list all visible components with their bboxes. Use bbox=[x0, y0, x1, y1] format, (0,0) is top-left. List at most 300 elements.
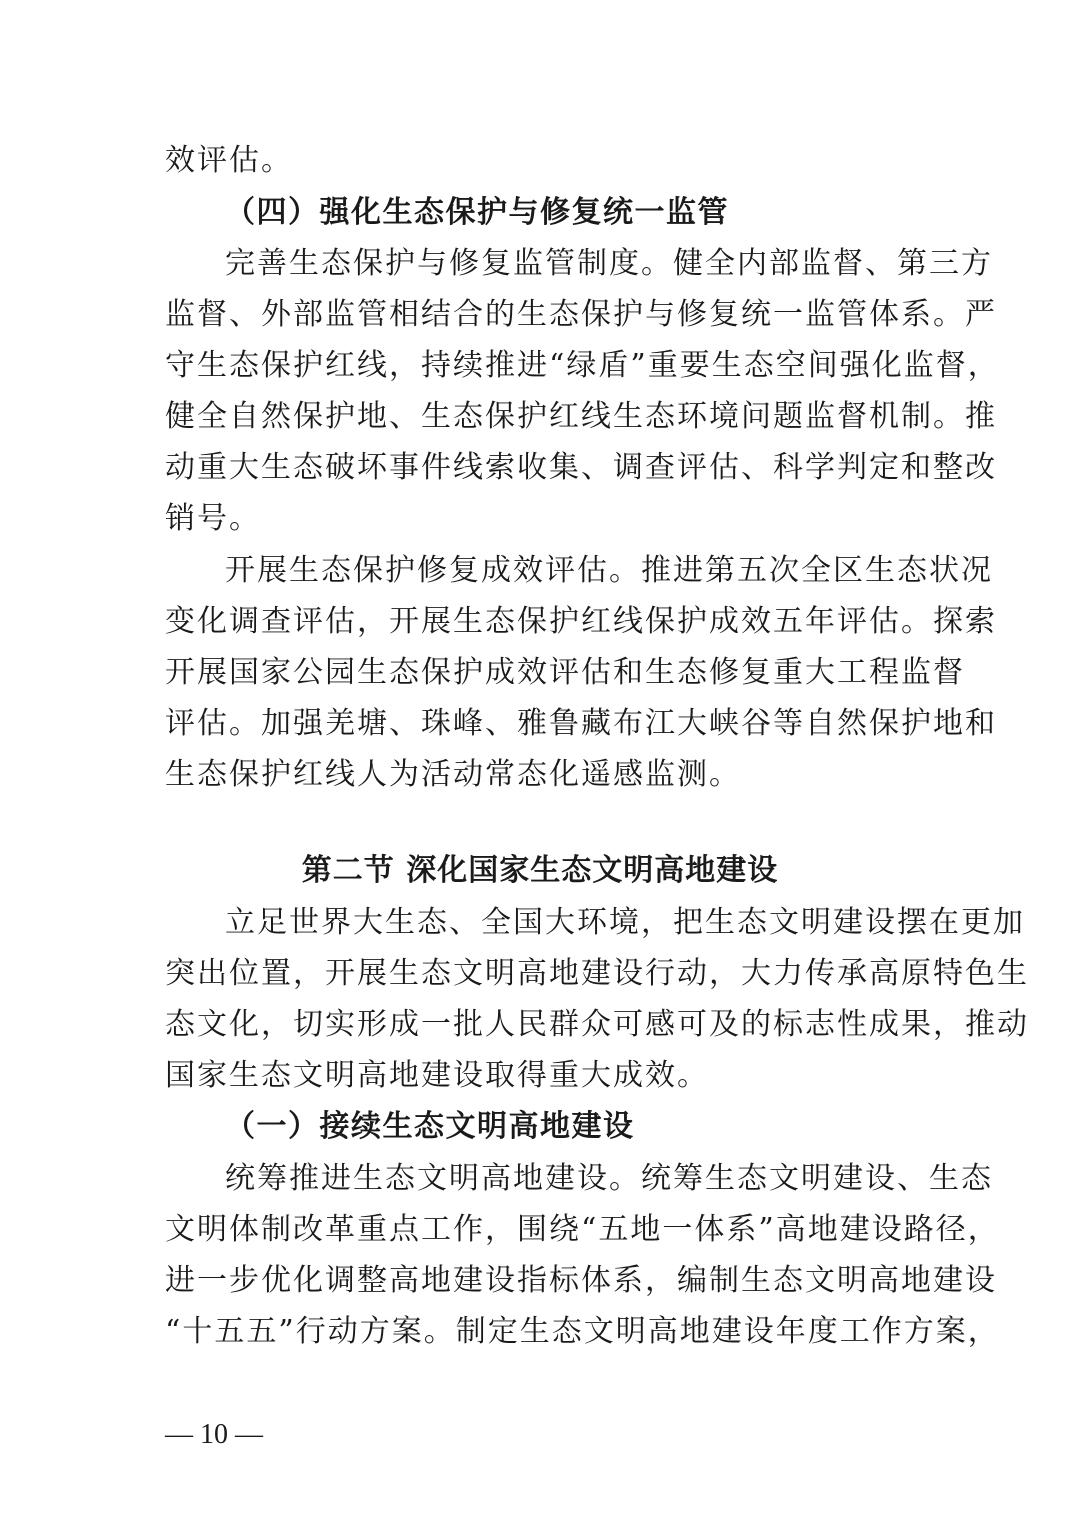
text-glyph: 效 bbox=[741, 604, 773, 639]
text-glyph: 生 bbox=[997, 956, 1029, 991]
text-glyph: 案 bbox=[935, 1314, 968, 1349]
text-glyph: 建 bbox=[545, 1161, 577, 1196]
text-glyph: 地 bbox=[901, 1263, 933, 1298]
text-glyph: 态 bbox=[389, 655, 421, 690]
text-glyph: 五 bbox=[598, 1212, 631, 1247]
text-glyph: 体 bbox=[869, 297, 901, 332]
text-glyph: 编 bbox=[677, 1263, 709, 1298]
text-glyph: 一 bbox=[662, 1212, 695, 1247]
text-glyph: 一 bbox=[421, 1007, 453, 1042]
text-glyph: 高 bbox=[481, 1161, 513, 1196]
text-glyph: 与 bbox=[645, 297, 677, 332]
text-glyph: 生 bbox=[613, 399, 645, 434]
text-glyph: 等 bbox=[773, 706, 805, 741]
text-glyph: 建 bbox=[839, 1212, 872, 1247]
text-glyph: 统 bbox=[741, 297, 773, 332]
text-glyph: 全 bbox=[705, 246, 737, 281]
text-glyph: 围 bbox=[517, 1212, 549, 1247]
text-glyph: 年 bbox=[775, 1314, 808, 1349]
text-glyph: 重 bbox=[357, 1212, 389, 1247]
text-glyph: 生 bbox=[357, 655, 389, 690]
text-glyph: 改 bbox=[293, 1212, 325, 1247]
text-glyph: 大 bbox=[229, 450, 261, 485]
text-glyph: 线 bbox=[453, 450, 485, 485]
text-glyph: 强 bbox=[293, 706, 325, 741]
text-glyph: 园 bbox=[325, 655, 357, 690]
text-glyph: 要 bbox=[679, 348, 712, 383]
text-glyph: 生 bbox=[385, 905, 417, 940]
subsection-heading-1: （一）接续生态文明高地建设 bbox=[225, 1109, 635, 1144]
text-glyph: 设 bbox=[743, 1314, 776, 1349]
text-glyph: 体 bbox=[581, 1263, 613, 1298]
text-glyph: 立 bbox=[225, 905, 257, 940]
text-glyph: 探 bbox=[933, 604, 965, 639]
text-glyph: 志 bbox=[805, 1007, 837, 1042]
text-glyph: 调 bbox=[613, 450, 645, 485]
text-glyph: 态 bbox=[645, 399, 677, 434]
text-glyph: 化 bbox=[229, 1007, 261, 1042]
text-glyph: 然 bbox=[261, 399, 293, 434]
text-glyph: 文 bbox=[805, 1263, 837, 1298]
text-glyph: 复 bbox=[741, 655, 773, 690]
text-glyph: 方 bbox=[359, 1314, 392, 1349]
text-glyph: 健 bbox=[673, 246, 705, 281]
text-glyph: 保 bbox=[421, 655, 453, 690]
paragraph-line: 生态保护红线人为活动常态化遥感监测。 bbox=[165, 757, 741, 792]
text-glyph: ， bbox=[967, 1212, 1000, 1247]
text-glyph: 外 bbox=[261, 297, 293, 332]
text-glyph: 境 bbox=[609, 905, 641, 940]
paragraph-line bbox=[165, 1005, 1029, 1045]
text-glyph: 文 bbox=[583, 1314, 616, 1349]
text-glyph: 步 bbox=[229, 1263, 261, 1298]
text-glyph: 机 bbox=[869, 399, 901, 434]
text-glyph: 修 bbox=[677, 297, 709, 332]
text-glyph: 成 bbox=[485, 655, 517, 690]
text-glyph: 藏 bbox=[581, 706, 613, 741]
text-glyph: 设 bbox=[485, 1263, 517, 1298]
text-glyph: 的 bbox=[485, 297, 517, 332]
text-glyph: 变 bbox=[165, 604, 197, 639]
text-glyph: 的 bbox=[741, 1007, 773, 1042]
text-glyph: ， bbox=[967, 1314, 1000, 1349]
text-glyph: 开 bbox=[325, 956, 357, 991]
text-glyph: ， bbox=[485, 1212, 517, 1247]
text-glyph: 作 bbox=[871, 1314, 904, 1349]
text-glyph: 化 bbox=[197, 604, 229, 639]
text-glyph: 工 bbox=[839, 1314, 872, 1349]
text-glyph: 动 bbox=[677, 956, 709, 991]
text-glyph: 切 bbox=[293, 1007, 325, 1042]
text-glyph: 护 bbox=[325, 399, 357, 434]
text-glyph: 公 bbox=[293, 655, 325, 690]
text-glyph: 保 bbox=[485, 399, 517, 434]
text-glyph: 。 bbox=[641, 246, 673, 281]
text-glyph: 修 bbox=[449, 246, 481, 281]
text-glyph: 区 bbox=[833, 553, 865, 588]
text-glyph: 形 bbox=[357, 1007, 389, 1042]
text-glyph: 保 bbox=[353, 246, 385, 281]
text-glyph: 督 bbox=[833, 246, 865, 281]
text-glyph: 十 bbox=[182, 1314, 215, 1349]
text-glyph: 度 bbox=[807, 1314, 840, 1349]
text-glyph: 集 bbox=[549, 450, 581, 485]
text-glyph: 加 bbox=[261, 706, 293, 741]
text-glyph: 。 bbox=[933, 297, 965, 332]
text-glyph: 绕 bbox=[549, 1212, 581, 1247]
text-glyph: 标 bbox=[549, 1263, 581, 1298]
text-glyph: ” bbox=[758, 1212, 776, 1247]
text-glyph: 生 bbox=[711, 348, 744, 383]
text-glyph: 把 bbox=[673, 905, 705, 940]
text-glyph: 状 bbox=[929, 553, 961, 588]
text-glyph: 效 bbox=[513, 553, 545, 588]
text-glyph: 评 bbox=[545, 553, 577, 588]
text-glyph: 保 bbox=[293, 399, 325, 434]
text-glyph: 径 bbox=[935, 1212, 968, 1247]
text-glyph: 建 bbox=[453, 1263, 485, 1298]
text-glyph: ” bbox=[278, 1314, 296, 1349]
text-glyph: 五 bbox=[737, 553, 769, 588]
text-glyph: 评 bbox=[549, 655, 581, 690]
text-glyph: 筹 bbox=[673, 1161, 705, 1196]
text-glyph: 、 bbox=[449, 905, 481, 940]
text-glyph: 复 bbox=[709, 297, 741, 332]
text-glyph: ， bbox=[645, 1263, 677, 1298]
text-glyph: 生 bbox=[389, 956, 421, 991]
text-glyph: 重 bbox=[197, 450, 229, 485]
text-glyph: 态 bbox=[677, 655, 709, 690]
text-glyph: 明 bbox=[485, 956, 517, 991]
text-glyph: 监 bbox=[513, 246, 545, 281]
text-glyph: 明 bbox=[197, 1212, 229, 1247]
text-glyph: 标 bbox=[773, 1007, 805, 1042]
text-glyph: 索 bbox=[485, 450, 517, 485]
text-glyph: 事 bbox=[389, 450, 421, 485]
text-glyph: 保 bbox=[581, 297, 613, 332]
text-glyph: 足 bbox=[257, 905, 289, 940]
text-glyph: 筹 bbox=[257, 1161, 289, 1196]
text-glyph: 守 bbox=[165, 348, 197, 383]
text-glyph: 进 bbox=[673, 553, 705, 588]
text-glyph: 次 bbox=[769, 553, 801, 588]
text-glyph: 整 bbox=[933, 450, 965, 485]
text-glyph: 鲁 bbox=[549, 706, 581, 741]
text-glyph: 世 bbox=[289, 905, 321, 940]
text-glyph: 高 bbox=[869, 1263, 901, 1298]
text-glyph: 整 bbox=[357, 1263, 389, 1298]
text-glyph: 红 bbox=[325, 348, 357, 383]
paragraph-line: 效评估。 bbox=[165, 143, 293, 178]
text-glyph: 与 bbox=[417, 246, 449, 281]
text-glyph: 效 bbox=[517, 655, 549, 690]
text-glyph: 护 bbox=[901, 706, 933, 741]
text-glyph: 大 bbox=[677, 706, 709, 741]
text-glyph: 推 bbox=[965, 399, 997, 434]
text-glyph: 建 bbox=[933, 1263, 965, 1298]
text-glyph: 作 bbox=[453, 1212, 485, 1247]
text-glyph: ， bbox=[389, 348, 421, 383]
text-glyph: 健 bbox=[165, 399, 197, 434]
text-glyph: 开 bbox=[165, 655, 197, 690]
text-glyph: 自 bbox=[229, 399, 261, 434]
text-glyph: 绿 bbox=[566, 348, 599, 383]
text-glyph: 态 bbox=[321, 553, 353, 588]
text-glyph: 设 bbox=[613, 956, 645, 991]
text-glyph: 制 bbox=[455, 1314, 488, 1349]
text-glyph: 布 bbox=[613, 706, 645, 741]
text-glyph: 五 bbox=[773, 604, 805, 639]
text-glyph: 生 bbox=[197, 348, 229, 383]
text-glyph: 件 bbox=[421, 450, 453, 485]
text-glyph: 明 bbox=[837, 1263, 869, 1298]
text-glyph: 化 bbox=[871, 348, 904, 383]
text-glyph: 方 bbox=[961, 246, 993, 281]
text-glyph: 改 bbox=[965, 450, 997, 485]
text-glyph: 收 bbox=[517, 450, 549, 485]
text-glyph: 展 bbox=[357, 956, 389, 991]
text-glyph: 管 bbox=[837, 297, 869, 332]
text-glyph: 明 bbox=[801, 1161, 833, 1196]
text-glyph: 环 bbox=[677, 399, 709, 434]
text-glyph: 革 bbox=[325, 1212, 357, 1247]
text-glyph: 。 bbox=[229, 706, 261, 741]
paragraph-line bbox=[165, 1261, 997, 1301]
text-glyph: 众 bbox=[581, 1007, 613, 1042]
text-glyph: 动 bbox=[165, 450, 197, 485]
text-glyph: 续 bbox=[453, 348, 485, 383]
paragraph-line bbox=[165, 448, 997, 488]
text-glyph: 护 bbox=[385, 553, 417, 588]
text-glyph: 修 bbox=[709, 655, 741, 690]
text-glyph: 评 bbox=[837, 604, 869, 639]
text-glyph: 保 bbox=[645, 604, 677, 639]
subsection-heading-4: （四）强化生态保护与修复统一监管 bbox=[225, 195, 729, 230]
text-glyph: 动 bbox=[997, 1007, 1029, 1042]
text-glyph: 自 bbox=[805, 706, 837, 741]
text-glyph: 、 bbox=[389, 399, 421, 434]
text-glyph: 突 bbox=[165, 956, 197, 991]
text-glyph: 位 bbox=[229, 956, 261, 991]
text-glyph: 地 bbox=[421, 1263, 453, 1298]
paragraph-line bbox=[165, 704, 997, 744]
text-glyph: 监 bbox=[805, 297, 837, 332]
text-glyph: 生 bbox=[517, 297, 549, 332]
text-glyph: 生 bbox=[705, 905, 737, 940]
text-glyph: 态 bbox=[773, 1263, 805, 1298]
text-glyph: 大 bbox=[545, 905, 577, 940]
text-glyph: ， bbox=[641, 905, 673, 940]
text-glyph: 系 bbox=[726, 1212, 759, 1247]
text-glyph: 护 bbox=[517, 399, 549, 434]
text-glyph: 生 bbox=[741, 1263, 773, 1298]
text-glyph: 高 bbox=[869, 956, 901, 991]
text-glyph: 路 bbox=[903, 1212, 936, 1247]
text-glyph: 况 bbox=[961, 553, 993, 588]
text-glyph: 感 bbox=[645, 1007, 677, 1042]
text-glyph: 持 bbox=[421, 348, 453, 383]
text-glyph: 生 bbox=[421, 399, 453, 434]
text-glyph: 制 bbox=[261, 1212, 293, 1247]
text-glyph: 环 bbox=[577, 905, 609, 940]
text-glyph: 设 bbox=[577, 1161, 609, 1196]
text-glyph: 民 bbox=[517, 1007, 549, 1042]
text-glyph: 及 bbox=[709, 1007, 741, 1042]
text-glyph: 制 bbox=[901, 399, 933, 434]
text-glyph: 国 bbox=[229, 655, 261, 690]
text-glyph: 人 bbox=[485, 1007, 517, 1042]
text-glyph: 态 bbox=[897, 553, 929, 588]
text-glyph: 高 bbox=[389, 1263, 421, 1298]
text-glyph: 完 bbox=[225, 246, 257, 281]
text-glyph: 明 bbox=[801, 905, 833, 940]
text-glyph: 可 bbox=[677, 1007, 709, 1042]
text-glyph: 性 bbox=[837, 1007, 869, 1042]
text-glyph: 。 bbox=[933, 399, 965, 434]
text-glyph: 建 bbox=[581, 956, 613, 991]
text-glyph: ， bbox=[709, 956, 741, 991]
text-glyph: ， bbox=[293, 956, 325, 991]
text-glyph: 地 bbox=[807, 1212, 840, 1247]
text-glyph: 雅 bbox=[517, 706, 549, 741]
text-glyph: 然 bbox=[837, 706, 869, 741]
text-glyph: 大 bbox=[741, 956, 773, 991]
text-glyph: 文 bbox=[769, 1161, 801, 1196]
text-glyph: 统 bbox=[641, 1161, 673, 1196]
text-glyph: 地 bbox=[933, 706, 965, 741]
text-glyph: 动 bbox=[327, 1314, 360, 1349]
text-glyph: 果 bbox=[901, 1007, 933, 1042]
text-glyph: ， bbox=[933, 1007, 965, 1042]
text-glyph: 地 bbox=[513, 1161, 545, 1196]
text-glyph: 监 bbox=[801, 246, 833, 281]
text-glyph: 查 bbox=[261, 604, 293, 639]
text-glyph: 置 bbox=[261, 956, 293, 991]
text-glyph: 护 bbox=[385, 246, 417, 281]
text-glyph: 空 bbox=[775, 348, 808, 383]
text-glyph: 峡 bbox=[709, 706, 741, 741]
paragraph-line bbox=[225, 903, 1025, 943]
text-glyph: 明 bbox=[449, 1161, 481, 1196]
text-glyph: 色 bbox=[965, 956, 997, 991]
text-glyph: 文 bbox=[453, 956, 485, 991]
text-glyph: 态 bbox=[293, 450, 325, 485]
text-glyph: 严 bbox=[965, 297, 997, 332]
text-glyph: 工 bbox=[837, 655, 869, 690]
text-glyph: 间 bbox=[807, 348, 840, 383]
text-glyph: 生 bbox=[289, 246, 321, 281]
text-glyph: 调 bbox=[229, 604, 261, 639]
text-glyph: 开 bbox=[225, 553, 257, 588]
text-glyph: 监 bbox=[901, 655, 933, 690]
text-glyph: 设 bbox=[871, 1212, 904, 1247]
paragraph-line bbox=[225, 551, 993, 591]
text-glyph: 明 bbox=[615, 1314, 648, 1349]
text-glyph: 传 bbox=[805, 956, 837, 991]
text-glyph: 界 bbox=[321, 905, 353, 940]
text-glyph: 工 bbox=[421, 1212, 453, 1247]
text-glyph: 全 bbox=[801, 553, 833, 588]
text-glyph: 优 bbox=[261, 1263, 293, 1298]
paragraph-line: 销号。 bbox=[165, 501, 261, 536]
text-glyph: 全 bbox=[197, 399, 229, 434]
text-glyph: 坏 bbox=[357, 450, 389, 485]
text-glyph: 态 bbox=[229, 348, 261, 383]
text-glyph: 行 bbox=[295, 1314, 328, 1349]
text-glyph: 建 bbox=[833, 1161, 865, 1196]
text-glyph: 科 bbox=[773, 450, 805, 485]
text-glyph: 监 bbox=[903, 348, 936, 383]
text-glyph: 复 bbox=[481, 246, 513, 281]
text-glyph: 善 bbox=[257, 246, 289, 281]
text-glyph: 在 bbox=[929, 905, 961, 940]
text-glyph: 更 bbox=[961, 905, 993, 940]
text-glyph: 开 bbox=[389, 604, 421, 639]
text-glyph: 结 bbox=[421, 297, 453, 332]
text-glyph: 地 bbox=[549, 956, 581, 991]
text-glyph: 指 bbox=[517, 1263, 549, 1298]
text-glyph: 批 bbox=[453, 1007, 485, 1042]
text-glyph: 、 bbox=[229, 297, 261, 332]
text-glyph: 管 bbox=[545, 246, 577, 281]
text-glyph: 系 bbox=[901, 297, 933, 332]
text-glyph: 力 bbox=[773, 956, 805, 991]
text-glyph: 监 bbox=[325, 297, 357, 332]
paragraph-line bbox=[165, 346, 1000, 386]
text-glyph: 态 bbox=[737, 905, 769, 940]
text-glyph: ” bbox=[630, 348, 648, 383]
text-glyph: 态 bbox=[485, 604, 517, 639]
text-glyph: 加 bbox=[993, 905, 1025, 940]
text-glyph: 行 bbox=[645, 956, 677, 991]
text-glyph: 地 bbox=[630, 1212, 663, 1247]
text-glyph: 保 bbox=[517, 604, 549, 639]
text-glyph: 态 bbox=[165, 1007, 197, 1042]
text-glyph: 监 bbox=[805, 399, 837, 434]
text-glyph: 生 bbox=[705, 1161, 737, 1196]
page-number: — 10 — bbox=[165, 1419, 263, 1450]
text-glyph: 、 bbox=[897, 1161, 929, 1196]
text-glyph: 五 bbox=[214, 1314, 247, 1349]
text-glyph: 评 bbox=[677, 450, 709, 485]
text-glyph: 推 bbox=[641, 553, 673, 588]
text-glyph: 群 bbox=[549, 1007, 581, 1042]
text-glyph: 文 bbox=[197, 1007, 229, 1042]
text-glyph: 监 bbox=[165, 297, 197, 332]
paragraph-line bbox=[225, 244, 993, 284]
text-glyph: 、 bbox=[485, 706, 517, 741]
paragraph-line bbox=[165, 602, 997, 642]
text-glyph: 进 bbox=[165, 1263, 197, 1298]
text-glyph: 红 bbox=[549, 399, 581, 434]
text-glyph: 设 bbox=[965, 1263, 997, 1298]
text-glyph: 高 bbox=[517, 956, 549, 991]
text-glyph: 地 bbox=[357, 399, 389, 434]
text-glyph: 。 bbox=[609, 1161, 641, 1196]
text-glyph: 题 bbox=[773, 399, 805, 434]
text-glyph: 管 bbox=[357, 297, 389, 332]
text-glyph: 三 bbox=[929, 246, 961, 281]
text-glyph: “ bbox=[581, 1212, 599, 1247]
text-glyph: 建 bbox=[711, 1314, 744, 1349]
text-glyph: 一 bbox=[197, 1263, 229, 1298]
text-glyph: 态 bbox=[743, 348, 776, 383]
text-glyph: 第 bbox=[897, 246, 929, 281]
text-glyph: 进 bbox=[517, 348, 549, 383]
text-glyph: “ bbox=[165, 1314, 183, 1349]
text-glyph: 态 bbox=[551, 1314, 584, 1349]
text-glyph: 态 bbox=[549, 297, 581, 332]
